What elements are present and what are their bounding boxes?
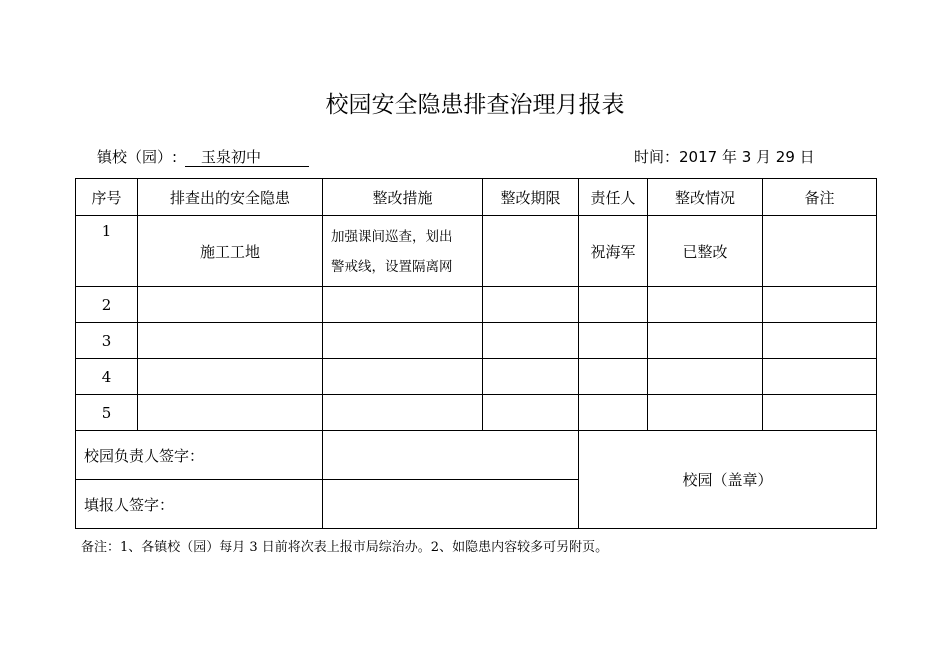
report-date: 时间：2017 年 3 月 29 日 xyxy=(634,148,815,166)
deadline-cell xyxy=(483,359,579,395)
report-table xyxy=(75,178,877,529)
filler-sign-area xyxy=(323,480,579,529)
measure-cell xyxy=(323,395,483,431)
school-value: 玉泉初中 xyxy=(185,146,309,167)
person-cell: 祝海军 xyxy=(579,216,648,287)
header-cell-person: 责任人 xyxy=(579,179,648,216)
measure-cell xyxy=(323,287,483,323)
school-label: 镇校（园）: xyxy=(97,148,178,166)
table-row xyxy=(76,359,877,395)
table-row xyxy=(76,287,877,323)
deadline-cell xyxy=(483,395,579,431)
deadline-cell xyxy=(483,216,579,287)
hazard-cell: 施工工地 xyxy=(138,216,323,287)
hazard-cell xyxy=(138,287,323,323)
row-number: 1 xyxy=(76,216,138,287)
table-row xyxy=(76,323,877,359)
hazard-cell xyxy=(138,395,323,431)
header-cell-status: 整改情况 xyxy=(648,179,763,216)
row-number: 3 xyxy=(76,323,138,359)
note-cell xyxy=(763,359,877,395)
header-cell-note: 备注 xyxy=(763,179,877,216)
filler-sign-label: 填报人签字： xyxy=(76,480,323,529)
header-cell-no: 序号 xyxy=(76,179,138,216)
signature-row-principal xyxy=(76,431,877,480)
person-cell xyxy=(579,359,648,395)
measure-cell xyxy=(323,359,483,395)
person-cell xyxy=(579,323,648,359)
status-cell xyxy=(648,323,763,359)
header-cell-hazard: 排查出的安全隐患 xyxy=(138,179,323,216)
measure-line: 加强课间巡查，划出 xyxy=(331,229,453,245)
hazard-cell xyxy=(138,323,323,359)
note-cell xyxy=(763,323,877,359)
header-cell-measure: 整改措施 xyxy=(323,179,483,216)
measure-line: 警戒线，设置隔离网 xyxy=(331,259,453,275)
row-number: 4 xyxy=(76,359,138,395)
measure-cell xyxy=(323,323,483,359)
seal-area: 校园（盖章） xyxy=(579,431,877,529)
school-field xyxy=(97,146,262,167)
table-header-row xyxy=(76,179,877,216)
row-number: 5 xyxy=(76,395,138,431)
status-cell xyxy=(648,287,763,323)
note-cell xyxy=(763,287,877,323)
note-cell xyxy=(763,395,877,431)
principal-sign-area xyxy=(323,431,579,480)
status-cell xyxy=(648,359,763,395)
status-cell: 已整改 xyxy=(648,216,763,287)
table-row xyxy=(76,216,877,287)
page-title: 校园安全隐患排查治理月报表 xyxy=(325,92,625,118)
deadline-cell xyxy=(483,323,579,359)
person-cell xyxy=(579,287,648,323)
footnote: 备注：1、各镇校（园）每月 3 日前将次表上报市局综治办。2、如隐患内容较多可另附页。 xyxy=(81,540,609,555)
note-cell xyxy=(763,216,877,287)
status-cell xyxy=(648,395,763,431)
row-number: 2 xyxy=(76,287,138,323)
table-row xyxy=(76,395,877,431)
deadline-cell xyxy=(483,287,579,323)
measure-cell xyxy=(323,216,483,287)
principal-sign-label: 校园负责人签字： xyxy=(76,431,323,480)
person-cell xyxy=(579,395,648,431)
hazard-cell xyxy=(138,359,323,395)
header-cell-deadline: 整改期限 xyxy=(483,179,579,216)
